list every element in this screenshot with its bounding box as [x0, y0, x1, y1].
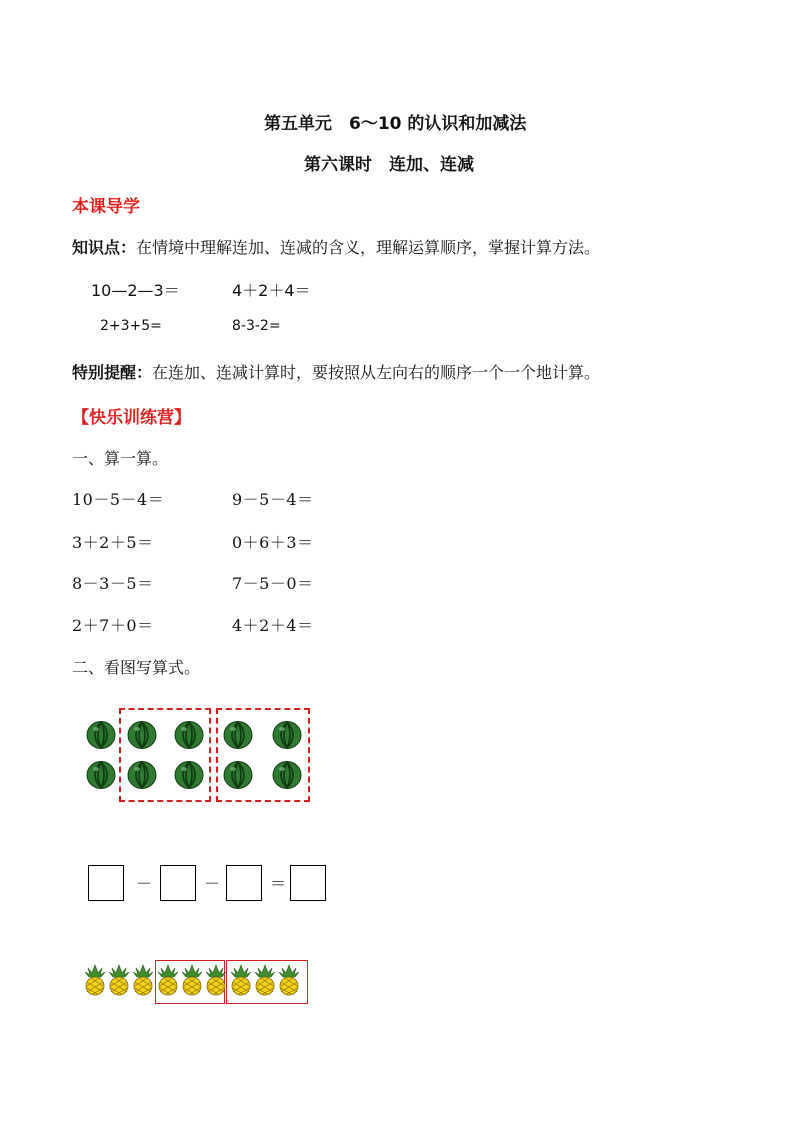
- pineapple-icon: [83, 964, 107, 996]
- reminder-text: 在连加、连减计算时，要按照从左向右的顺序一个一个地计算。: [152, 363, 601, 382]
- answer-box[interactable]: [160, 865, 196, 901]
- reminder: [72, 360, 600, 383]
- answer-box[interactable]: [88, 865, 124, 901]
- pineapple-icon: [131, 964, 155, 996]
- watermelon-icon: [86, 720, 116, 750]
- practice-heading: 【快乐训练营】: [72, 408, 191, 428]
- pineapple-icon: [180, 964, 204, 996]
- q1-item: 2＋7＋0＝: [72, 616, 154, 635]
- example-3: 2+3+5=: [100, 318, 162, 334]
- minus-sign: －: [136, 874, 153, 893]
- example-1: 10—2—3＝: [91, 281, 180, 300]
- knowledge-point: [72, 235, 600, 258]
- watermelon-icon: [174, 760, 204, 790]
- minus-sign: －: [204, 874, 221, 893]
- pineapple-icon: [229, 964, 253, 996]
- equals-sign: ＝: [270, 874, 287, 893]
- knowledge-label: 知识点：: [72, 238, 137, 257]
- watermelon-icon: [174, 720, 204, 750]
- pineapple-icon: [204, 964, 228, 996]
- watermelon-icon: [86, 760, 116, 790]
- example-2: 4＋2＋4＝: [232, 281, 311, 300]
- q1-item: 10－5－4＝: [72, 490, 165, 509]
- unit-title: 第五单元 6～10 的认识和加减法: [264, 114, 527, 134]
- watermelon-icon: [223, 760, 253, 790]
- answer-box[interactable]: [290, 865, 326, 901]
- watermelon-icon: [127, 720, 157, 750]
- reminder-label: 特别提醒：: [72, 363, 153, 382]
- answer-box[interactable]: [226, 865, 262, 901]
- q2-title: 二、看图写算式。: [72, 658, 201, 677]
- lesson-title: 第六课时 连加、连减: [304, 155, 474, 175]
- q1-item: 8－3－5＝: [72, 574, 154, 593]
- q1-item: 3＋2＋5＝: [72, 533, 154, 552]
- q1-item: 0＋6＋3＝: [232, 533, 314, 552]
- q1-item: 4＋2＋4＝: [232, 616, 314, 635]
- q1-title: 一、算一算。: [72, 449, 169, 468]
- q1-item: 9－5－4＝: [232, 490, 314, 509]
- watermelon-icon: [272, 760, 302, 790]
- knowledge-text: 在情境中理解连加、连减的含义，理解运算顺序，掌握计算方法。: [136, 238, 601, 257]
- pineapple-icon: [156, 964, 180, 996]
- watermelon-icon: [223, 720, 253, 750]
- guide-heading: 本课导学: [72, 197, 140, 217]
- watermelon-icon: [127, 760, 157, 790]
- watermelon-icon: [272, 720, 302, 750]
- pineapple-icon: [277, 964, 301, 996]
- pineapple-icon: [253, 964, 277, 996]
- q1-item: 7－5－0＝: [232, 574, 314, 593]
- pineapple-icon: [107, 964, 131, 996]
- example-4: 8-3-2=: [232, 318, 281, 334]
